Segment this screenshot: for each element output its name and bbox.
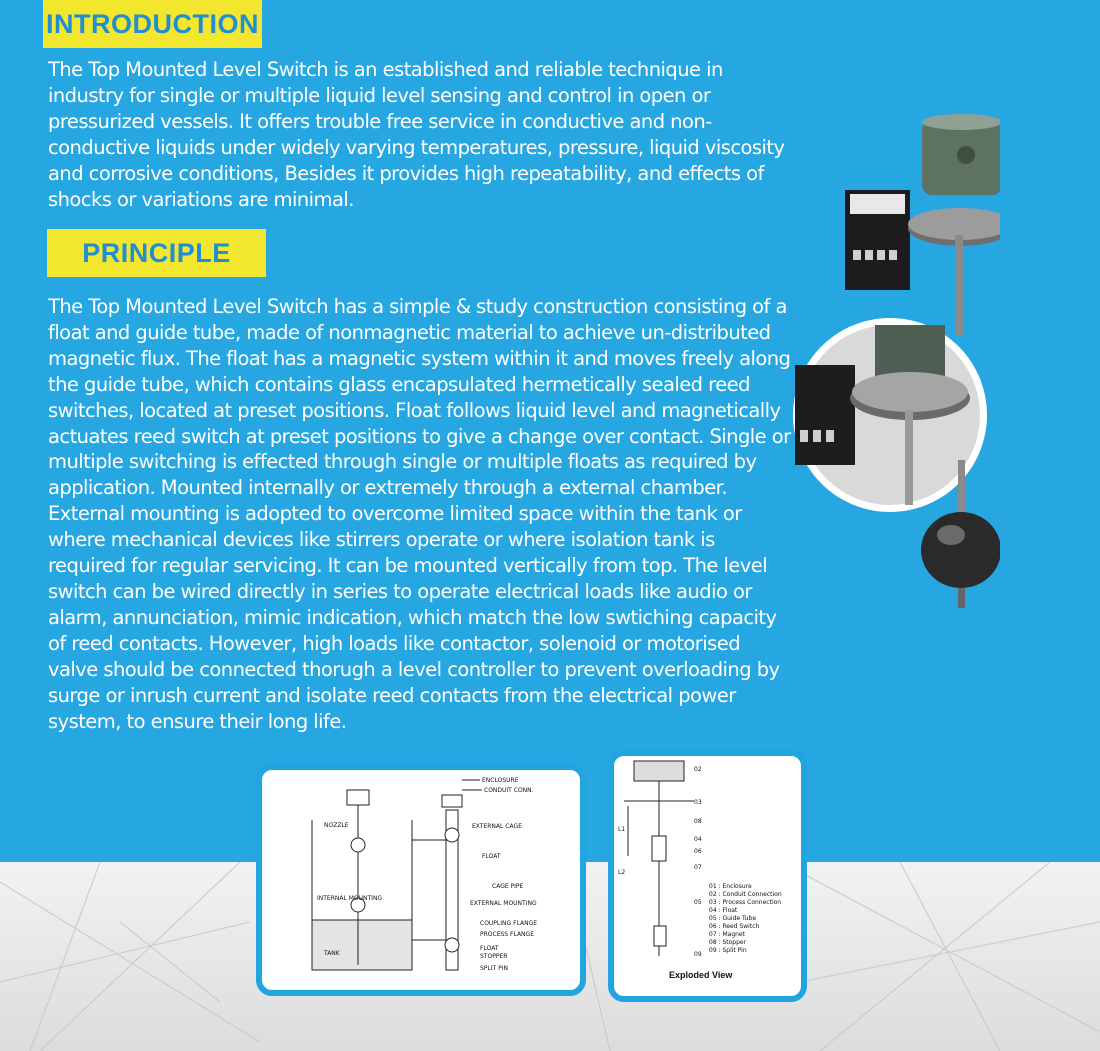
introduction-text: The Top Mounted Level Switch is an established and reliable technique in industry for single or multiple liquid level sensing and control in open or pressurized vessels. It offers trouble free service in conductive and non-conductive liquids under widely varying temperatures, pressure, liquid viscosity and corrosive conditions, Besides it provides high repeatability, and effects of shocks or variations are minimal. xyxy=(48,58,785,211)
legend-09: 09 : Split Pin xyxy=(709,947,747,954)
exploded-view-diagram xyxy=(614,756,789,984)
callout-04: 04 xyxy=(694,836,702,843)
label-enclosure: ENCLOSURE xyxy=(482,777,519,784)
legend-03: 03 : Process Connection xyxy=(709,899,782,906)
callout-02: 02 xyxy=(694,766,702,773)
legend-04: 04 : Float xyxy=(709,907,738,914)
label-float: FLOAT xyxy=(482,853,501,860)
legend-08: 08 : Stopper xyxy=(709,939,747,946)
exploded-view-card xyxy=(608,750,807,1002)
dim-l1: L1 xyxy=(618,826,626,833)
callout-08: 08 xyxy=(694,818,702,825)
mounting-diagram xyxy=(262,770,568,978)
label-float-2: FLOAT xyxy=(480,945,499,952)
label-conduit: CONDUIT CONN. xyxy=(484,787,534,794)
legend-02: 02 : Conduit Connection xyxy=(709,891,782,898)
label-external-mounting: EXTERNAL MOUNTING xyxy=(470,900,537,907)
float-ball xyxy=(921,512,1000,588)
label-external-cage: EXTERNAL CAGE xyxy=(472,823,522,830)
exploded-view-title: Exploded View xyxy=(669,970,733,980)
legend-07: 07 : Magnet xyxy=(709,931,745,938)
principle-heading: PRINCIPLE xyxy=(47,229,266,277)
legend-06: 06 : Reed Switch xyxy=(709,923,760,930)
label-split-pin: SPLIT PIN xyxy=(480,965,508,972)
label-cage-pipe: CAGE PIPE xyxy=(492,883,524,890)
legend-01: 01 : Enclosure xyxy=(709,883,752,890)
label-nozzle: NOZZLE xyxy=(324,822,349,829)
callout-05: 05 xyxy=(694,899,702,906)
label-stopper: STOPPER xyxy=(480,953,508,960)
label-coupling-flange: COUPLING FLANGE xyxy=(480,920,538,927)
label-process-flange: PROCESS FLANGE xyxy=(480,931,534,938)
principle-text: The Top Mounted Level Switch has a simple & study construction consisting of a float and guide tube, made of nonmagnetic material to achieve un-distributed magnetic flux. The float has a magnetic system within it and moves freely along the guide tube, which contains glass encapsulated hermetically sealed reed switches, located at preset positions. Float follows liquid level and magnetically actuates reed switch at preset positions to give a change over contact. Single or multiple switching is effected through single or multiple floats as required by application. Mounted internally or extremely through a external chamber. External mounting is adopted to overcome limited space within the tank or where mechanical devices like stirrers operate or where isolation tank is required for regular servicing. It can be mounted vertically from top. The level switch can be wired directly in series to operate electrical loads like audio or alarm, annunciation, mimic indication, which match the low swtiching capacity of reed contacts. However, high loads like contactor, solenoid or motorised valve should be connected thorugh a level controller to prevent overloading by surge or inrush current and isolate reed contacts from the electrical power system, to ensure their long life. xyxy=(48,295,791,733)
callout-09: 09 xyxy=(694,951,702,958)
label-internal-mounting: INTERNAL MOUNTING xyxy=(317,895,383,902)
callout-07: 07 xyxy=(694,864,702,871)
product-photo xyxy=(785,110,1000,625)
callout-03: 03 xyxy=(694,799,702,806)
legend-05: 05 : Guide Tube xyxy=(709,915,757,922)
label-tank: TANK xyxy=(324,950,340,957)
callout-06: 06 xyxy=(694,848,702,855)
dim-l2: L2 xyxy=(618,869,626,876)
introduction-heading: INTRODUCTION xyxy=(43,0,262,48)
mounting-diagram-card xyxy=(256,764,586,996)
